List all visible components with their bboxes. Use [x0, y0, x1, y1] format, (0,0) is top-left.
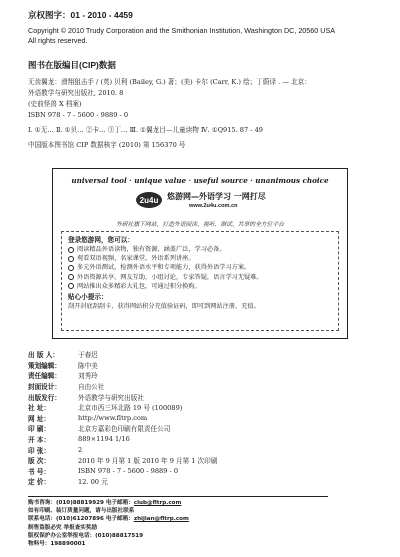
pub-row — [28, 423, 388, 434]
pub-row — [28, 370, 388, 381]
pub-value: 外语教学与研究出版社 — [78, 393, 144, 402]
footer-text: 制售盗版必究 举报查实奖励 — [28, 524, 98, 531]
bullet-circle-icon — [68, 274, 74, 280]
cip-block — [28, 77, 388, 151]
pub-value: 北京方嘉彩色印刷有限责任公司 — [78, 425, 171, 434]
footer-line — [28, 540, 388, 548]
bullet-circle-icon — [68, 256, 74, 262]
footer-line — [28, 524, 388, 532]
feature-text: 多元外语测试，检测外语水平和专项能力，获得外语学习方案。 — [77, 264, 251, 272]
pub-label: 定 价： — [28, 478, 51, 487]
pub-label: 书 号： — [28, 467, 51, 476]
pub-value: 2 — [78, 445, 83, 454]
promo-tagline: 外研社旗下网站，打造外语阅读、视听、测试、共享的全方位平台 — [115, 222, 285, 228]
footer-line — [28, 532, 388, 540]
pub-label: 版 次： — [28, 457, 51, 466]
login-title: 登录悠游网，您可以： — [68, 236, 134, 244]
pub-value: 陈中美 — [78, 361, 98, 370]
cip-line: 无齿翼龙：滑翔狙击手 / (英) 贝利 (Bailey, G.) 著；(美) 卡尔 (Carr, K.) 绘；丁蔚译 . — 北京： — [28, 78, 311, 86]
publication-info — [28, 349, 388, 487]
pub-row — [28, 455, 388, 466]
pub-label: 封面设计： — [28, 383, 61, 392]
pub-value: 2010 年 9 月第 1 版 2010 年 9 月第 1 次印刷 — [78, 457, 218, 466]
copyright-registration-number: 京权图字：01 - 2010 - 4459 — [28, 10, 133, 20]
pub-value: 889×1194 1/16 — [78, 435, 130, 444]
pub-label: 印 张： — [28, 446, 51, 455]
feature-text: 外语资源共享，网友互助，小组讨论，专家答疑，语言学习无疑难。 — [77, 273, 263, 281]
site-name: 悠游网—外语学习 一网打尽 — [167, 192, 266, 201]
footer-line — [28, 499, 388, 507]
feature-item — [68, 254, 332, 263]
promo-features-box — [61, 231, 339, 331]
pub-label: 出 版 人： — [28, 351, 59, 360]
cip-line: 中国版本图书馆 CIP 数据核字 (2010) 第 156370 号 — [28, 141, 186, 149]
bullet-circle-icon — [68, 283, 74, 289]
pub-row — [28, 349, 388, 360]
footer-text: 购书咨询：(010)88819929 电子邮箱： — [28, 500, 134, 506]
pub-row — [28, 402, 388, 413]
pub-value: ISBN 978 - 7 - 5600 - 9889 - 0 — [78, 466, 179, 475]
site-url-link[interactable]: www.2u4u.com.cn — [189, 203, 238, 209]
cip-line: Ⅰ. ①无… Ⅱ. ①贝… ②卡… ③丁… Ⅲ. ①翼龙目—儿童读物 Ⅳ. ①Q915. 87 - 49 — [28, 126, 263, 134]
pub-value: 于春迟 — [78, 351, 98, 360]
pub-label: 网 址： — [28, 414, 51, 423]
pub-row — [28, 381, 388, 392]
email-link[interactable]: zhijian@fltrp.com — [133, 516, 189, 523]
pub-label: 出版发行： — [28, 393, 61, 402]
promo-slogan: universal tool · unique value · useful source · unanimous choice — [71, 176, 329, 185]
pub-label: 策划编辑： — [28, 361, 61, 370]
feature-item — [68, 263, 332, 272]
pub-row — [28, 434, 388, 445]
site-logo-icon — [135, 191, 163, 209]
feature-item — [68, 282, 332, 291]
pub-label: 开 本： — [28, 436, 51, 445]
cip-line: (史前怪兽 X 档案) — [28, 100, 82, 108]
feature-text: 网站推出众多精彩大礼包，可通过积分换购。 — [77, 282, 201, 290]
feature-item — [68, 273, 332, 282]
copyright-line: All rights reserved. — [28, 36, 88, 45]
pub-label: 责任编辑： — [28, 372, 61, 381]
bullet-circle-icon — [68, 247, 74, 253]
cip-title: 图书在版编目(CIP)数据 — [28, 60, 116, 70]
footer-text: 如有印刷、装订质量问题，请与出版社联系 — [28, 508, 135, 515]
tips-title: 贴心小提示： — [68, 293, 108, 302]
footer-text: 版权保护办公室举报电话：(010)88817519 — [28, 532, 144, 539]
pub-value: 自由公社 — [78, 383, 105, 392]
footer-contact — [28, 499, 388, 548]
feature-item — [68, 245, 332, 254]
bullet-circle-icon — [68, 265, 74, 271]
pub-row — [28, 391, 388, 402]
cip-line: ISBN 978 - 7 - 5600 - 9889 - 0 — [28, 111, 129, 119]
pub-value: 刘秀玲 — [78, 372, 98, 381]
site-logo-text: 2u4u — [139, 196, 159, 205]
pub-value: 北京市西三环北路 19 号 (100089) — [78, 404, 183, 413]
pub-row — [28, 476, 388, 487]
feature-text: 阅读精品外语读物，独有资源，涵盖广泛，学习必备。 — [77, 246, 226, 253]
footer-text: 联系电话：(010)61207896 电子邮箱： — [28, 516, 134, 523]
footer-text: 物料号：198890001 — [28, 541, 86, 548]
pub-label: 社 址： — [28, 404, 51, 413]
promo-box — [52, 168, 348, 339]
pub-row — [28, 413, 388, 424]
pub-website-link[interactable]: http://www.fltrp.com — [78, 413, 148, 422]
cip-line: 外语教学与研究出版社, 2010. 8 — [28, 89, 124, 97]
footer-divider — [28, 496, 328, 497]
pub-row — [28, 360, 388, 371]
email-link[interactable]: club@fltrp.com — [133, 500, 182, 506]
pub-label: 印 刷： — [28, 425, 51, 434]
footer-line — [28, 507, 388, 515]
feature-text: 观看双语视频，名家课堂，外语系列讲座。 — [77, 255, 195, 263]
pub-value: 12. 00 元 — [78, 478, 108, 487]
pub-row — [28, 444, 388, 455]
pub-row — [28, 466, 388, 477]
tips-text: 刮开封底刮刮卡，获得网站积分充值验证码，即可到网站注册、充值。 — [68, 303, 260, 311]
footer-line — [28, 515, 388, 523]
copyright-notice — [28, 26, 388, 46]
copyright-line: Copyright © 2010 Trudy Corporation and the Smithonian Institution, Washington DC, 20560 USA — [28, 26, 336, 35]
